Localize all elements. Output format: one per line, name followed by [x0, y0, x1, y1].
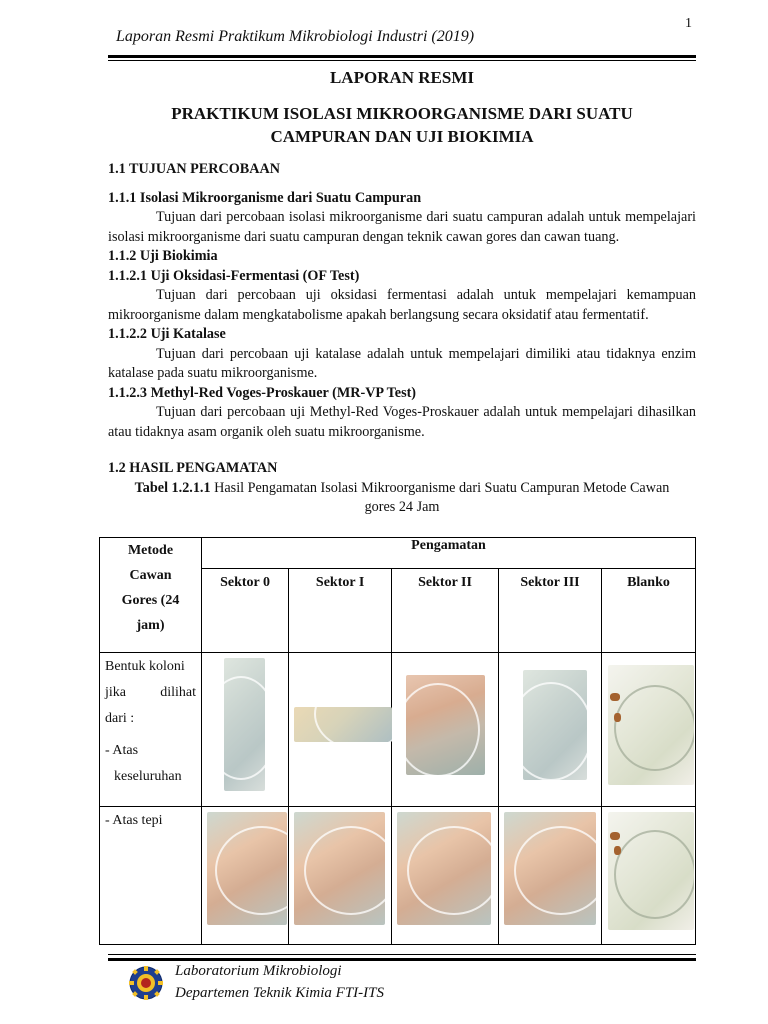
petri-dish-photo — [224, 658, 265, 791]
cell-sektor-2-atas — [392, 653, 499, 807]
column-header-sektor-2: Sektor II — [392, 569, 499, 652]
table-caption-text: Hasil Pengamatan Isolasi Mikroorganisme dari Suatu Campuran Metode Cawan gores 24 Jam — [210, 479, 670, 515]
row-label-line — [105, 680, 196, 706]
section-heading-1-2: 1.2 HASIL PENGAMATAN — [108, 460, 278, 476]
section-heading-1-1-1: 1.1.1 Isolasi Mikroorganisme dari Suatu Campuran — [108, 189, 422, 206]
column-header-sektor-1: Sektor I — [289, 569, 392, 652]
row-label-atas-keseluruhan — [100, 653, 202, 807]
section-heading-1-1-2-2: 1.1.2.2 Uji Katalase — [108, 326, 226, 342]
petri-dish-photo — [294, 707, 392, 742]
observation-table — [99, 537, 696, 945]
column-header-blanko: Blanko — [627, 575, 670, 590]
cell-sektor-0-atas — [202, 653, 289, 807]
header-rule-thin — [108, 60, 696, 61]
paragraph-1-1-2-1: Tujuan dari percobaan uji oksidasi fermentasi adalah untuk mempelajari kemampuan mikroorganisme dalam mengkatabolisme apakah berlangsung secara oksidatif atau fermentatif. — [108, 287, 696, 323]
header-metode-line: jam) — [136, 618, 165, 633]
cell-sektor-1-tepi — [289, 807, 392, 945]
row-label-line: - Atas — [105, 743, 139, 758]
footer-rule — [108, 958, 696, 961]
table-row — [100, 653, 696, 807]
paragraph-1-1-2-3: Tujuan dari percobaan uji Methyl-Red Voges-Proskauer adalah untuk mempelajari dihasilkan atau tidaknya asam organik oleh suatu mikroorganisme. — [108, 404, 696, 440]
row-label-line: dari : — [105, 711, 135, 726]
row-label-word: jika — [105, 685, 126, 700]
cell-sektor-0-tepi — [202, 807, 289, 945]
column-header-sektor-3: Sektor III — [499, 569, 602, 652]
cell-sektor-2-tepi — [392, 807, 499, 945]
row-label-line: Bentuk koloni — [105, 659, 185, 674]
section-heading-1-1: 1.1 TUJUAN PERCOBAAN — [108, 161, 280, 177]
table-caption — [108, 479, 696, 518]
petri-dish-photo — [207, 812, 287, 925]
page-number: 1 — [685, 16, 692, 31]
running-header: Laporan Resmi Praktikum Mikrobiologi Industri (2019) — [116, 28, 475, 45]
petri-dish-photo — [504, 812, 596, 925]
row-label-line: - Atas tepi — [105, 813, 163, 828]
footer-department: Departemen Teknik Kimia FTI-ITS — [175, 985, 385, 1001]
column-header-sektor-0: Sektor 0 — [202, 569, 289, 652]
row-label-word: dilihat — [160, 685, 196, 700]
header-metode — [100, 538, 202, 653]
subtitle-line-1: PRAKTIKUM ISOLASI MIKROORGANISME DARI SUATU — [171, 104, 633, 123]
header-metode-line: Cawan — [129, 568, 172, 583]
cell-blanko-tepi — [602, 807, 696, 945]
cell-sektor-3-atas — [499, 653, 602, 807]
paragraph-1-1-2-2: Tujuan dari percobaan uji katalase adalah untuk mempelajari dimiliki atau tidaknya enzim katalase pada suatu mikroorganisme. — [108, 345, 696, 381]
petri-dish-photo — [294, 812, 385, 925]
section-heading-1-1-2-3: 1.1.2.3 Methyl-Red Voges-Proskauer (MR-VP Test) — [108, 384, 417, 401]
table-caption-label: Tabel 1.2.1.1 — [134, 479, 211, 496]
paragraph-1-1-1: Tujuan dari percobaan isolasi mikroorganisme dari suatu campuran adalah untuk mempelajari isolasi mikroorganisme dari suatu campuran dengan teknik cawan gores dan cawan tuang. — [108, 209, 696, 245]
header-pengamatan: Pengamatan — [202, 538, 695, 569]
document-subtitle — [108, 102, 696, 148]
row-label-atas-tepi — [100, 807, 202, 945]
header-pengamatan-block — [202, 538, 696, 653]
footer-lab: Laboratorium Mikrobiologi — [175, 963, 342, 979]
table-row — [100, 807, 696, 945]
cell-blanko-atas — [602, 653, 696, 807]
its-logo-icon — [128, 965, 164, 1001]
cell-sektor-3-tepi — [499, 807, 602, 945]
petri-dish-photo — [523, 670, 587, 780]
document-title: LAPORAN RESMI — [329, 68, 475, 87]
header-metode-line: Metode — [127, 543, 174, 558]
section-heading-1-1-2: 1.1.2 Uji Biokimia — [108, 248, 218, 264]
section-heading-1-1-2-1: 1.1.2.1 Uji Oksidasi-Fermentasi (OF Test) — [108, 267, 360, 284]
cell-sektor-1-atas — [289, 653, 392, 807]
footer-rule-thin — [108, 954, 696, 955]
petri-dish-photo — [397, 812, 491, 925]
petri-dish-photo — [406, 675, 485, 775]
petri-dish-photo — [608, 665, 694, 785]
body-content — [108, 160, 696, 518]
subtitle-line-2: CAMPURAN DAN UJI BIOKIMIA — [270, 127, 534, 146]
header-rule — [108, 55, 696, 58]
petri-dish-photo — [608, 812, 694, 930]
row-label-line: keseluruhan — [114, 769, 182, 784]
header-metode-line: Gores (24 — [121, 593, 180, 608]
